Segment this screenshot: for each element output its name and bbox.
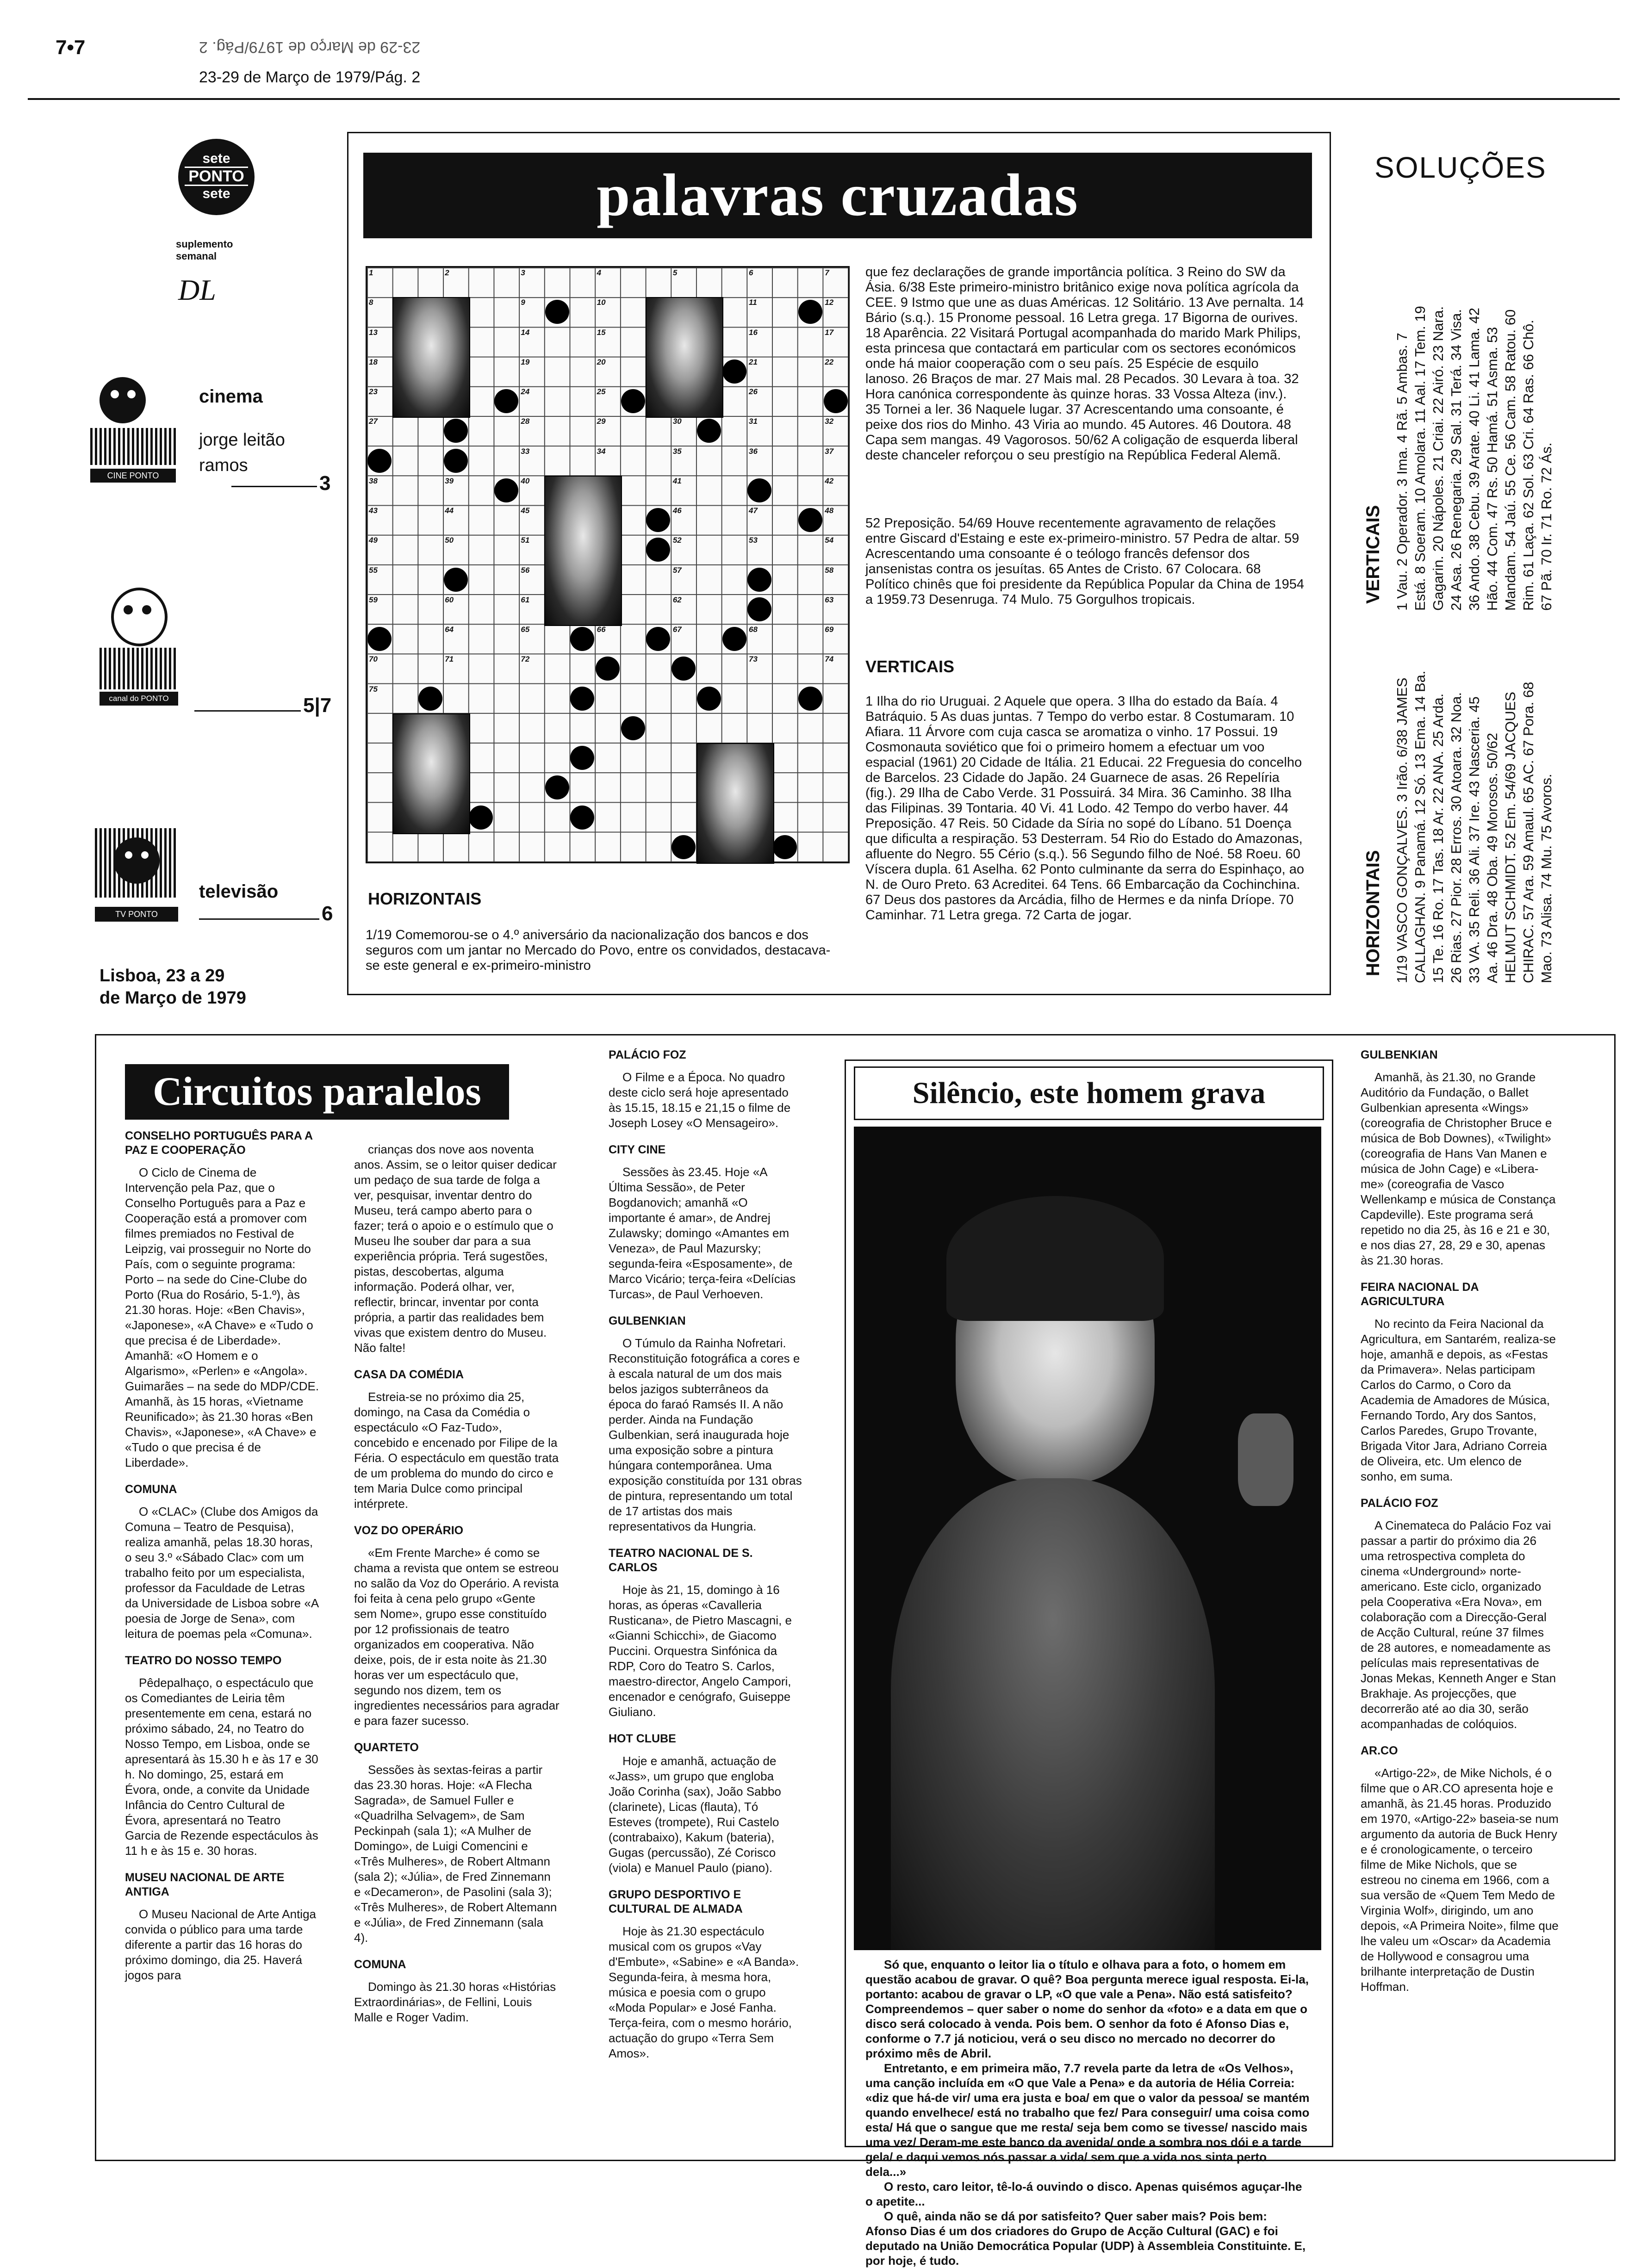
section-body: crianças dos nove aos noventa anos. Assim, se o leitor quiser dedicar um pedaço de sua tarde de folga a ver, pesquisar, inventar dentro do Museu, terá campo aberto para o fazer; terá o apoio e o estímulo que o Museu lhe souber dar para a sua experiência própria. Terá sugestões, pistas, descobertas, alguma informação. Poderá olhar, ver, reflectir, brincar, inventar por conta própria, a partir das realidades bem vivas que existem dentro do Museu. Não falte! [354,1142,557,1355]
section-heading: GULBENKIAN [1361,1048,1438,1061]
crossword-cell-number: 53 [749,536,758,545]
crossword-cell-number: 52 [672,536,682,545]
crossword-black-dot [697,687,721,711]
verticais-text: 1 Ilha do rio Uruguai. 2 Aquele que opera. 3 Ilha do estado da Baía. 4 Batráquio. 5 As duas juntas. 7 Tempo do verbo estar. 8 Costumaram. 10 Afiara. 11 Árvore com cuja casca se aromatiza o vinho. 17 Possui. 19 Cosmonauta soviético que foi o primeiro homem a efectuar um voo espacial (1961) 20 Cidade de Itália. 21 Educai. 22 Freguesia do concelho de Barcelos. 23 Cidade do Japão. 24 Guarnece de asas. 26 Repelíria (fig.). 29 Ilha de Cabo Verde. 31 Possuirá. 34 Mira. 36 Caminho. 38 Ilha das Filipinas. 39 Tontaria. 40 Vi. 41 Lodo. 42 Tempo do verbo haver. 44 Preposição. 47 Reis. 50 Cidade da Síria no sopé do Líbano. 51 Doença que dificulta a respiração. 53 Desterram. 54 Rio do Estado do Amazonas, afluente do Negro. 55 Cério (s.q.). 56 Segundo filho de Noé. 58 Roeu. 60 Víscera dupla. 61 Aselha. 62 Ponto culminante da serra do Espinhaço, ao N. de Ouro Preto. 63 Acreditei. 64 Tens. 66 Embarcação da Cochinchina. 67 Deus dos pastores da Arcádia, filho de Hermes e da ninfa Dríope. 70 Caminhar. 71 Letra grega. 72 Carta de jogar. [865,694,1304,923]
tv-page: 6 [322,902,333,925]
cinema-page: 3 [319,472,331,495]
crossword-cell-number: 42 [825,476,834,485]
crossword-black-dot [722,359,746,384]
crossword-cell-number: 41 [672,476,682,485]
silencio-p4: O quê, ainda não se dá por satisfeito? Quer saber mais? Pois bem: Afonso Dias é um dos criadores do Grupo de Acção Cultural (GAC) e foi deputado na União Democrática Popular (UDP) à Assembleia Constituinte. E, por hoje, é tudo. [865,2209,1306,2268]
crossword-cell-number: 28 [521,417,530,426]
sol-h-line: Aa. 46 Dra. 48 Oba. 49 Morosos. 50/62 [1484,732,1500,983]
crossword-cell-number: 23 [369,387,378,396]
crossword-black-dot [418,687,442,711]
cinema-rule [231,486,317,487]
crossword-cell-number: 70 [369,655,378,664]
crossword-cell-number: 12 [825,298,834,307]
crossword-cell-number: 72 [521,655,530,664]
crossword-cell-number: 20 [597,357,606,366]
sol-v-line: 36 Ando. 38 Cebu. 39 Arate. 40 Li. 41 Lama. 42 [1466,308,1482,611]
crossword-cell-number: 8 [369,298,373,307]
crossword-cell-number: 4 [597,268,602,277]
crossword-portrait [392,297,470,418]
crossword-cell-number: 73 [749,655,758,664]
sol-h-line: 15 Te. 16 Ro. 17 Tas. 18 Ar. 22 ANA. 25 Arda. [1430,693,1446,983]
section-heading: QUARTETO [354,1741,419,1754]
crossword-cell-number: 54 [825,536,834,545]
silencio-p3: O resto, caro leitor, tê-lo-á ouvindo o disco. Apenas quisémos aguçar-lhe o apetite... [865,2180,1302,2208]
solutions-title: SOLUÇÕES [1374,151,1547,184]
crossword-cell-number: 7 [825,268,829,277]
horizontais-continued-2: 52 Preposição. 54/69 Houve recentemente agravamento de relações entre Giscard d'Estaing e este ex-primeiro-ministro. 57 Pedra de altar. 59 Acrescentando uma consoante é o teólogo francês defensor dos jansenistas contra os jesuítas. 65 Antes de Cristo. 67 Colocara. 68 Político chinês que foi presidente da República Popular da China de 1954 a 1959.73 Desenruga. 74 Mulo. 75 Gorgulhos tropicais. [865,516,1304,607]
crossword-black-dot [747,597,771,621]
circuitos-col5 [1361,1048,1560,1995]
circuitos-col3 [609,1048,803,2061]
crossword-cell-number: 40 [521,476,530,485]
canal-rule [194,710,301,712]
crossword-cell-number: 14 [521,328,530,337]
header-rule [28,98,1620,100]
crossword-black-dot [798,300,822,324]
section-heading: PALÁCIO FOZ [609,1048,686,1061]
crossword-cell-number: 62 [672,595,682,604]
crossword-cell-number: 10 [597,298,606,307]
crossword-cell-number: 3 [521,268,525,277]
solutions-horizontais-heading: HORIZONTAIS [1363,850,1383,976]
section-body: O Filme e a Época. No quadro deste ciclo será hoje apresentado às 15.15, 18.15 e 21,15 o filme de Joseph Losey «O Mensageiro». [609,1070,791,1130]
section-heading: COMUNA [354,1958,406,1971]
section-heading: TEATRO DO NOSSO TEMPO [125,1654,282,1667]
section-body: Pêdepalhaço, o espectáculo que os Comediantes de Leiria têm presentemente em cena, estará no próximo sábado, 24, no Teatro do Nosso Tempo, em Lisboa, onde se apresentará às 15.30 h e às 17 e 30 h. No domingo, 25, estará em Évora, onde, a convite da Unidade Infância do Centro Cultural de Évora, apresentará no Teatro Garcia de Rezende espectáculos às 11 h e às 15 e. 30 horas. [125,1676,318,1858]
crossword-black-dot [824,389,848,413]
section-heading: CASA DA COMÉDIA [354,1368,464,1381]
date-line: de Março de 1979 [99,988,246,1008]
crossword-cell-number: 57 [672,565,682,575]
section-body: Estreia-se no próximo dia 25, domingo, na Casa da Comédia o espectáculo «O Faz-Tudo», concebido e encenado por Filipe de la Féria. O espectáculo em questão trata de um problema do mundo do circo e tem Maria Dulce como principal intérprete. [354,1390,559,1511]
crossword-portrait [646,297,723,418]
supplement-label [176,238,233,262]
crossword-cell-number: 51 [521,536,530,545]
crossword-cell-number: 66 [597,625,606,634]
crossword-cell-number: 44 [445,506,454,515]
crossword-black-dot [621,716,645,740]
crossword-black-dot [747,568,771,592]
crossword-cell-number: 61 [521,595,530,604]
crossword-black-dot [596,657,620,681]
horizontais-continued: que fez declarações de grande importância política. 3 Reino do SW da Ásia. 6/38 Este primeiro-ministro britânico exige nova política agrícola da CEE. 9 Istmo que une as duas Américas. 12 Solitário. 13 Ave pernalta. 14 Bário (s.q.). 15 Pronome pessoal. 16 Letra grega. 17 Bigorna de ourives. 18 Aparência. 22 Visitará Portugal acompanhada do marido Mark Philips, esta princesa que contactará em particular com os sectores económicos onde há maior cooperação com o seu país. 25 Espécie de esquilo lanoso. 26 Braços de mar. 27 Mais mal. 28 Pecados. 30 Levara à toa. 32 Hora canónica correspondente às quinze horas. 33 Vossa Alteza (inv.). 35 Tornei a ler. 36 Naquele lugar. 37 Acrescentando uma consoante, é peixe dos rios do Minho. 43 Viria ao mundo. 45 Autores. 46 Doutora. 48 Capa sem mangas. 49 Vagorosos. 50/62 A coligação de esquerda liberal deste chanceler reforçou o seu prestígio na República Federal Alemã. [865,265,1304,463]
section-heading: AR.CO [1361,1744,1398,1757]
crossword-cell-number: 2 [445,268,449,277]
crossword-cell-number: 74 [825,655,834,664]
crossword-portrait [544,476,622,626]
crossword-cell-number: 24 [521,387,530,396]
crossword-cell-number: 47 [749,506,758,515]
crossword-black-dot [545,300,569,324]
section-body: Hoje às 21, 15, domingo à 16 horas, as óperas «Cavalleria Rusticana», de Pietro Mascagni, e «Gianni Schicchi», de Giacomo Puccini. Orquestra Sinfónica da RDP, Coro do Teatro S. Carlos, maestro-director, Angelo Campori, encenador e cenógrafo, Guiseppe Giuliano. [609,1583,792,1719]
sol-v-line: Está. 8 Soeram. 10 Amolara. 11 Aal. 17 Tem. 19 [1412,306,1428,611]
crossword-black-dot [570,627,594,651]
crossword-cell-number: 22 [825,357,834,366]
crossword-black-dot [671,835,696,859]
sol-v-line: 67 Pã. 70 Ir. 71 Ro. 72 Ás. [1538,442,1554,611]
crossword-cell-number: 58 [825,565,834,575]
crossword-cell-number: 63 [825,595,834,604]
crossword-cell-number: 5 [672,268,678,277]
verticais-heading: VERTICAIS [865,657,955,676]
section-body: Hoje às 21.30 espectáculo musical com os grupos «Vay d'Embute», «Sabine» e «A Banda». Segunda-feira, à mesma hora, música e poesia com o grupo «Moda Popular» e José Fanha. Terça-feira, com o mesmo horário, actuação do grupo «Terra Sem Amos». [609,1924,799,2060]
section-heading: GULBENKIAN [609,1314,686,1327]
crossword-black-dot [646,627,670,651]
circuitos-col1 [125,1129,319,1983]
crossword-black-dot [494,478,518,502]
section-body: Amanhã, às 21.30, no Grande Auditório da Fundação, o Ballet Gulbenkian apresenta «Wings» (coreografia de Christopher Bruce e música de Bob Downes), «Twilight» (coreografia de Hans Van Manen e música de John Cage) e «Libera-me» (coreografia de Vasco Wellenkamp e música de Constança Capdeville). Este programa será repetido no dia 25, às 16 e 21 e 30, e nos dias 27, 28, 29 e 30, apenas às 21.30 horas. [1361,1070,1556,1267]
crossword-cell-number: 30 [672,417,682,426]
brand-bottom: sete [202,186,230,201]
section-heading: CITY CINE [609,1143,666,1156]
crossword-black-dot [646,538,670,562]
silencio-p2: Entretanto, e em primeira mão, 7.7 revela parte da letra de «Os Velhos», uma canção incluída em «O que Vale a Pena» e da autoria de Hélia Correia: «diz que há-de vir/ uma era justa e boa/ em que o valor da pessoa/ se mantém quando envelhece/ está no trabalho que fez/ Para conseguir/ uma coisa como esta/ Há que o sangue que me resta/ seja bem como se tivesse/ nascido mais uma vez/ Deram-me este banco da avenida/ onde a sombra nos dói e a tarde gela/ e daqui vemos nós passar a vida/ sem que a vida nos sinta perto dela...» [865,2061,1310,2179]
crossword-black-dot [444,568,468,592]
crossword-cell-number: 55 [369,565,378,575]
mirrored-dateline: 23-29 de Março de 1979/Pág. 2 [199,38,421,56]
crossword-cell-number: 50 [445,536,454,545]
section-heading: GRUPO DESPORTIVO E CULTURAL DE ALMADA [609,1888,743,1915]
crossword-cell-number: 21 [749,357,758,366]
crossword-cell-number: 69 [825,625,834,634]
section-body: «Artigo-22», de Mike Nichols, é o filme que o AR.CO apresenta hoje e amanhã, às 21.45 horas. Produzido em 1970, «Artigo-22» baseia-se num argumento da autoria de Buck Henry e é cronologicamente, o terceiro filme de Mike Nichols, que se estreou no cinema em 1966, com a sua versão de «Quem Tem Medo de Virginia Wolf», dirigindo, um ano depois, «A Primeira Noite», filme que lhe valeu um «Oscar» da Academia de Hollywood e consagrou uma brilhante interpretação de Dustin Hoffman. [1361,1766,1559,1994]
crossword-black-dot [469,806,493,830]
section-heading: VOZ DO OPERÁRIO [354,1524,464,1537]
section-body: O «CLAC» (Clube dos Amigos da Comuna – Teatro de Pesquisa), realiza amanhã, pelas 18.30 horas, o seu 3.º «Sábado Clac» com um trabalho feito por um especialista, professor da Faculdade de Letras da Universidade de Lisboa sobre «A poesia de Jorge de Sena», com leitura de poemas pela «Comuna». [125,1505,318,1641]
crossword-portrait [392,713,470,834]
crossword-black-dot [646,508,670,532]
section-body: «Em Frente Marche» é como se chama a revista que ontem se estreou no salão da Voz do Operário. A revista foi feita à cena pelo grupo «Gente sem Nome», grupo esse constituído por 12 profissionais de teatro organizados em cooperativa. Não deixe, pois, de ir esta noite às 21.30 horas ver um espectáculo que, segundo nos dizem, tem os ingredientes necessários para agradar e para fazer sucesso. [354,1546,560,1728]
crossword-black-dot [570,806,594,830]
crossword-cell-number: 60 [445,595,454,604]
section-heading: FEIRA NACIONAL DA AGRICULTURA [1361,1281,1479,1308]
sol-h-line: 1/19 VASCO GONÇALVES. 3 Irão. 6/38 JAMES [1394,677,1410,983]
tv-title: televisão [199,881,279,902]
brand-middle: PONTO [185,167,248,186]
crossword-cell-number: 36 [749,446,758,456]
silencio-text [865,1957,1310,2268]
crossword-cell-number: 48 [825,506,834,515]
section-heading: PALÁCIO FOZ [1361,1497,1438,1510]
dateline: 23-29 de Março de 1979/Pág. 2 [199,68,421,86]
cinema-badge: CINE PONTO [90,469,176,483]
section-body: Domingo às 21.30 horas «Histórias Extraordinárias», de Fellini, Louis Malle e Roger Vadim. [354,1980,556,2024]
crossword-cell-number: 34 [597,446,606,456]
place-date [99,965,246,1009]
sol-v-line: Mandam. 54 Jaú. 55 Ce. 56 Cam. 58 Ratou. 60 [1502,309,1518,611]
circuitos-title: Circuitos paralelos [125,1064,509,1120]
horizontais-start: 1/19 Comemorou-se o 4.º aniversário da nacionalização dos bancos e dos seguros com um jantar no Mercado do Povo, entre os convidados, destacava-se este general e ex-primeiro-ministro [366,928,831,973]
crossword-cell-number: 43 [369,506,378,515]
dl-logo: DL [178,273,216,306]
sol-h-line: Mao. 73 Alisa. 74 Mu. 75 Avoros. [1538,774,1554,983]
brand-circle [178,139,255,215]
crossword-cell-number: 32 [825,417,834,426]
crossword-cell-number: 26 [749,387,758,396]
crossword-cell-number: 38 [369,476,378,485]
crossword-cell-number: 9 [521,298,525,307]
cinema-title: cinema [199,386,263,407]
canal-page: 5|7 [303,694,332,717]
crossword-cell-number: 46 [672,506,682,515]
section-heading: TEATRO NACIONAL DE S. CARLOS [609,1547,753,1574]
crossword-cell-number: 16 [749,328,758,337]
crossword-cell-number: 6 [749,268,753,277]
crossword-cell-number: 13 [369,328,378,337]
crossword-cell-number: 59 [369,595,378,604]
silencio-p1: Só que, enquanto o leitor lia o título e olhava para a foto, o homem em questão acabou de gravar. O quê? Boa pergunta merece igual resposta. Ei-la, portanto: acabou de gravar o LP, «O que vale a Pena». Não está satisfeito? Compreendemos – quer saber o nome do senhor da «foto» e a data em que o disco será colocado à venda. Pois bem. O senhor da foto é Afonso Dias e, conforme o 7.7 já noticiou, verá o seu disco no mercado no decorrer do próximo mês de Abril. [865,1958,1309,2060]
section-body: A Cinemateca do Palácio Foz vai passar a partir do próximo dia 26 uma retrospectiva completa do cinema «Underground» norte-americano. Este ciclo, organizado pela Cooperativa «Era Nova», em colaboração com a Direcção-Geral de Acção Cultural, reúne 37 filmes de 28 autores, e nomeadamente as películas mais representativas de Jonas Mekas, Kenneth Anger e Stan Brakhaje. As projecções, que decorrerão até ao dia 30, serão acompanhadas de colóquios. [1361,1518,1556,1731]
supplement-line2: semanal [176,250,217,262]
section-body: Hoje e amanhã, actuação de «Jass», um grupo que engloba João Corinha (sax), João Sabbo (clarinete), Licas (flauta), Tó Esteves (trompete), Rui Castelo (contrabaixo), Kakum (bateria), Gugas (percussão), Zé Corisco (viola) e Manuel Paulo (piano). [609,1754,781,1875]
section-body: O Túmulo da Rainha Nofretari. Reconstituição fotográfica a cores e à escala natural de um dos mais belos jazigos subterrâneos da época do faraó Ramsés II. A não perder. Ainda na Fundação Gulbenkian, será inaugurada hoje uma exposição sobre a pintura húngara contemporânea. Uma exposição constituída por 131 obras de pintura, representando um total de 17 artistas dos mais representativos da Hungria. [609,1336,802,1533]
sol-v-line: Rim. 61 Laça. 62 Sol. 63 Cri. 64 Ras. 66 Chô. [1520,320,1536,611]
crossword-black-dot [773,835,797,859]
sol-h-line: 26 Rias. 27 Pior. 28 Erros. 30 Atoara. 32 Noa. [1448,692,1464,983]
crossword-black-dot [444,419,468,443]
sol-v-line: 24 Asa. 26 Renegaria. 29 Sal. 31 Terá. 34 Visa. [1448,309,1464,611]
sol-v-line: Gagarin. 20 Nápoles. 21 Criai. 22 Airó. 23 Nara. [1430,306,1446,611]
cinema-author1: jorge leitão [199,430,285,450]
crossword-black-dot [722,627,746,651]
section-body: No recinto da Feira Nacional da Agricultura, em Santarém, realiza-se hoje, amanhã e depois, as «Festas da Primavera». Nelas participam Carlos do Carmo, o Coro da Academia de Amadores de Música, Fernando Tordo, Ary dos Santos, Carlos Paredes, Grupo Trovante, Brigada Vitor Jara, Adriano Correia de Oliveira, etc. Um elenco de sonho, em suma. [1361,1317,1556,1483]
canal-badge: canal do PONTO [99,692,178,706]
crossword-black-dot [747,478,771,502]
section-heading: MUSEU NACIONAL DE ARTE ANTIGA [125,1871,285,1898]
section-heading: HOT CLUBE [609,1732,676,1745]
place-line: Lisboa, 23 a 29 [99,966,225,985]
crossword-cell-number: 25 [597,387,606,396]
canal-icon [99,588,178,708]
solutions-verticais-text [1393,268,1555,611]
circuitos-col2 [354,1142,560,2025]
crossword-cell-number: 56 [521,565,530,575]
crossword-cell-number: 17 [825,328,834,337]
afonso-dias-photo [854,1127,1321,1950]
sol-v-line: 1 Vau. 2 Operador. 3 Ima. 4 Rã. 5 Ambas. 7 [1394,333,1410,611]
horizontais-heading: HORIZONTAIS [368,889,482,908]
tv-badge: TV PONTO [95,907,178,922]
solutions-horizontais-text [1393,641,1555,983]
crossword-cell-number: 65 [521,625,530,634]
crossword-cell-number: 39 [445,476,454,485]
crossword-black-dot [570,687,594,711]
crossword-black-dot [570,746,594,770]
crossword-cell-number: 35 [672,446,682,456]
crossword-cell-number: 64 [445,625,454,634]
crossword-cell-number: 49 [369,536,378,545]
crossword-black-dot [697,419,721,443]
cinema-author2: ramos [199,456,248,475]
crossword-black-dot [444,449,468,473]
crossword-cell-number: 18 [369,357,378,366]
section-body: Sessões às 23.45. Hoje «A Última Sessão», de Peter Bogdanovich; amanhã «O importante é amar», de Andrej Zulawsky; domingo «Amantes em Veneza», de Paul Mazursky; segunda-feira «Esposamente», de Marco Vicário; terça-feira «Delícias Turcas», de Paul Verhoeven. [609,1165,796,1301]
crossword-cell-number: 71 [445,655,454,664]
solutions-verticais-heading: VERTICAIS [1363,505,1383,604]
crossword-black-dot [494,389,518,413]
sol-h-line: 33 VA. 35 Reli. 36 Ali. 37 Ire. 43 Nasceria. 45 [1466,696,1482,983]
crossword-cell-number: 68 [749,625,758,634]
crossword-black-dot [367,627,392,651]
logo-small: 7•7 [56,36,86,59]
sol-h-line: HELMUT SCHMIDT. 52 Em. 54/69 JACQUES [1502,692,1518,983]
tv-icon [95,819,178,923]
crossword-portrait [696,743,774,864]
crossword-cell-number: 37 [825,446,834,456]
crossword-black-dot [367,449,392,473]
section-body: O Museu Nacional de Arte Antiga convida o público para uma tarde diferente a partir das 16 horas do próximo domingo, dia 25. Haverá jogos para [125,1907,317,1982]
crossword-cell-number: 31 [749,417,758,426]
section-body: Sessões às sextas-feiras a partir das 23.30 horas. Hoje: «A Flecha Sagrada», de Samuel Fuller e «Quadrilha Selvagem», de Sam Peckinpah (sala 1); «A Mulher de Domingo», de Luigi Comencini e «Três Mulheres», de Robert Altmann (sala 2); «Júlia», de Fred Zinnemann e «Decameron», de Pasolini (sala 3); «Três Mulheres», de Robert Altemann e «Júlia», de Fred Zinnemann (sala 4). [354,1763,557,1945]
crossword-cell-number: 15 [597,328,606,337]
cinema-icon [90,377,176,483]
crossword-cell-number: 67 [672,625,682,634]
section-heading: CONSELHO PORTUGUÊS PARA A PAZ E COOPERAÇÃO [125,1129,313,1157]
crossword-cell-number: 45 [521,506,530,515]
sol-h-line: CHIRAC. 57 Ara. 59 Amaul. 65 AC. 67 Pora. 68 [1520,682,1536,983]
silencio-title: Silêncio, este homem grava [854,1066,1324,1120]
crossword-title: palavras cruzadas [363,153,1312,238]
crossword-grid [366,266,850,863]
sol-v-line: Hão. 44 Com. 47 Rs. 50 Hamá. 51 Asma. 53 [1484,327,1500,611]
brand-top: sete [202,151,230,166]
tv-rule [199,918,319,920]
crossword-cell-number: 19 [521,357,530,366]
section-heading: COMUNA [125,1483,177,1496]
crossword-cell-number: 33 [521,446,530,456]
crossword-black-dot [545,775,569,799]
crossword-black-dot [621,389,645,413]
crossword-cell-number: 29 [597,417,606,426]
crossword-cell-number: 75 [369,684,378,694]
crossword-cell-number: 11 [749,298,757,307]
crossword-cell-number: 1 [369,268,373,277]
sol-h-line: CALLAGHAN. 9 Panamá. 12 Só. 13 Ema. 14 Ba. [1412,670,1428,983]
crossword-black-dot [671,657,696,681]
supplement-line1: suplemento [176,238,233,250]
section-body: O Ciclo de Cinema de Intervenção pela Paz, que o Conselho Português para a Paz e Cooperação está a promover com filmes premiados no Festival de Leipzig, vai prosseguir no Norte do País, com o seguinte programa: Porto – na sede do Cine-Clube do Porto (Rua do Rosário, 5-1.º), às 21.30 horas. Hoje: «Ben Chavis», «Japonese», «A Chave» e «Tudo o que precisa é de Liberdade». Amanhã: «O Homem e o Algarismo», «Perlen» e «Angola». Guimarães – na sede do MDP/CDE. Amanhã, às 15 horas, «Vietname Reunificado»; às 21.30 horas «Ben Chavis», «Japonese», «A Chave» e «Tudo o que precisa é de Liberdade». [125,1165,319,1469]
crossword-black-dot [798,687,822,711]
crossword-black-dot [798,508,822,532]
crossword-cell-number: 27 [369,417,378,426]
